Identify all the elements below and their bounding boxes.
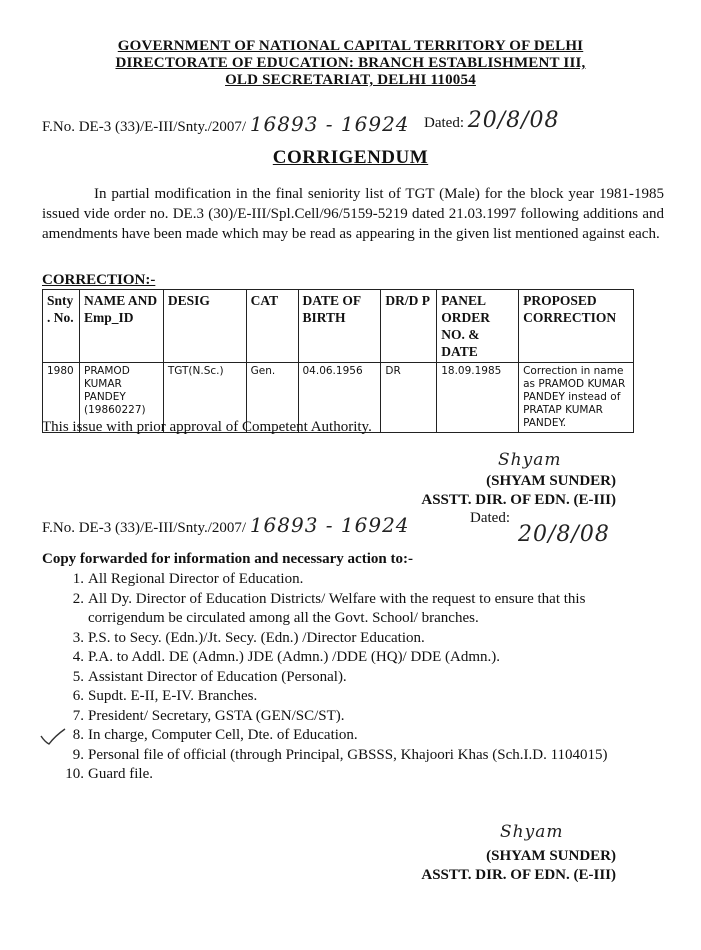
cell-drdp: DR [381,363,437,433]
document-title: CORRIGENDUM [272,147,429,168]
copy-heading: Copy forwarded for information and necessary action to:- [42,551,413,567]
col-header-cat: CAT [246,290,298,363]
file-number-2-handwritten: 16893 - 16924 [249,513,410,537]
list-item-number: 3. [72,629,84,646]
list-item [38,765,638,785]
header-line-3: OLD SECRETARIAT, DELHI 110054 [225,72,476,88]
list-item [38,726,638,746]
table-header-row [43,290,634,363]
file-number-2 [42,513,410,537]
list-item-text: Assistant Director of Education (Personal). [88,668,347,685]
list-item-text: Guard file. [88,766,153,782]
list-item-text: P.S. to Secy. (Edn.)/Jt. Secy. (Edn.) /Director Education. [88,629,425,646]
approval-note: This issue with prior approval of Competent Authority. [42,419,372,435]
signatory-designation-2: ASSTT. DIR. OF EDN. (E-III) [421,867,616,883]
list-item [38,668,638,688]
list-item-number: 2. [72,590,84,607]
col-header-name: NAME AND Emp_ID [79,290,163,363]
list-item [38,746,638,766]
header-line-1: GOVERNMENT OF NATIONAL CAPITAL TERRITORY OF DELHI [117,38,584,54]
list-item-text: In charge, Computer Cell, Dte. of Education. [88,727,358,743]
file-number-2-prefix: F.No. DE-3 (33)/E-III/Snty./2007/ [42,520,247,536]
copy-list [38,570,638,785]
list-item-number: 9. [72,746,84,763]
col-header-panel-order: PANEL ORDER NO. & DATE [437,290,519,363]
list-item [38,687,638,707]
list-item [38,648,638,668]
list-item-text: P.A. to Addl. DE (Admn.) JDE (Admn.) /DDE (HQ)/ DDE (Admn.). [88,649,501,665]
signatory-designation-1: ASSTT. DIR. OF EDN. (E-III) [421,492,616,508]
dated-2-handwritten: 20/8/08 [518,522,610,547]
list-item [38,707,638,727]
list-item-number: 1. [72,571,84,587]
list-item-number: 7. [72,707,84,724]
signature-scribble-2: Shyam [500,822,564,842]
correction-label: CORRECTION:- [42,272,156,288]
col-header-proposed-correction: PROPOSED CORRECTION [519,290,634,363]
file-number-prefix: F.No. DE-3 (33)/E-III/Snty./2007/ [42,119,247,135]
list-item-text: All Dy. Director of Education Districts/ Welfare with the request to ensure that this corrigendum be circulated among all the Govt. School/ branches. [88,590,586,626]
dated-2 [470,510,510,527]
signatory-name-2: (SHYAM SUNDER) [486,848,616,864]
cell-snty-no: 1980 [43,363,80,433]
cell-desig: TGT(N.Sc.) [163,363,246,433]
list-item-number: 5. [72,668,84,685]
dated-handwritten: 20/8/08 [467,108,560,133]
list-item-number: 6. [72,688,84,704]
list-item [38,590,638,629]
list-item-number: 8. [72,727,84,743]
file-number [42,112,410,136]
cell-dob: 04.06.1956 [298,363,381,433]
cell-proposed-correction: Correction in name as PRAMOD KUMAR PANDEY instead of PRATAP KUMAR PANDEY. [519,363,634,433]
list-item [38,570,638,590]
cell-name: PRAMOD KUMAR PANDEY (19860227) [79,363,163,433]
signature-scribble-1: Shyam [498,450,562,470]
list-item-text: All Regional Director of Education. [88,571,304,587]
list-item-number: 4. [72,649,84,665]
list-item-number: 10. [65,766,84,782]
cell-cat: Gen. [246,363,298,433]
signatory-name-1: (SHYAM SUNDER) [486,473,616,489]
dated-label: Dated: [424,115,464,131]
dated [424,108,560,133]
list-item-text: Personal file of official (through Principal, GBSSS, Khajoori Khas (Sch.I.D. 1104015) [88,746,608,763]
file-number-handwritten: 16893 - 16924 [249,112,410,136]
list-item-text: President/ Secretary, GSTA (GEN/SC/ST). [88,707,345,724]
col-header-dob: DATE OF BIRTH [298,290,381,363]
col-header-drdp: DR/D P [381,290,437,363]
col-header-snty-no: Snty . No. [43,290,80,363]
dated-2-label: Dated: [470,510,510,526]
list-item [38,629,638,649]
intro-paragraph: In partial modification in the final seniority list of TGT (Male) for the block year 1981-1985 issued vide order no. DE.3 (30)/E-III/Spl.Cell/96/5159-5219 dated 21.03.1997 following additions and amendments have been made which may be read as appearing in the given list mentioned against each. [42,186,664,242]
header-line-2: DIRECTORATE OF EDUCATION: BRANCH ESTABLISHMENT III, [115,55,586,71]
cell-panel-order: 18.09.1985 [437,363,519,433]
col-header-desig: DESIG [163,290,246,363]
list-item-text: Supdt. E-II, E-IV. Branches. [88,688,258,704]
correction-table [42,289,634,433]
